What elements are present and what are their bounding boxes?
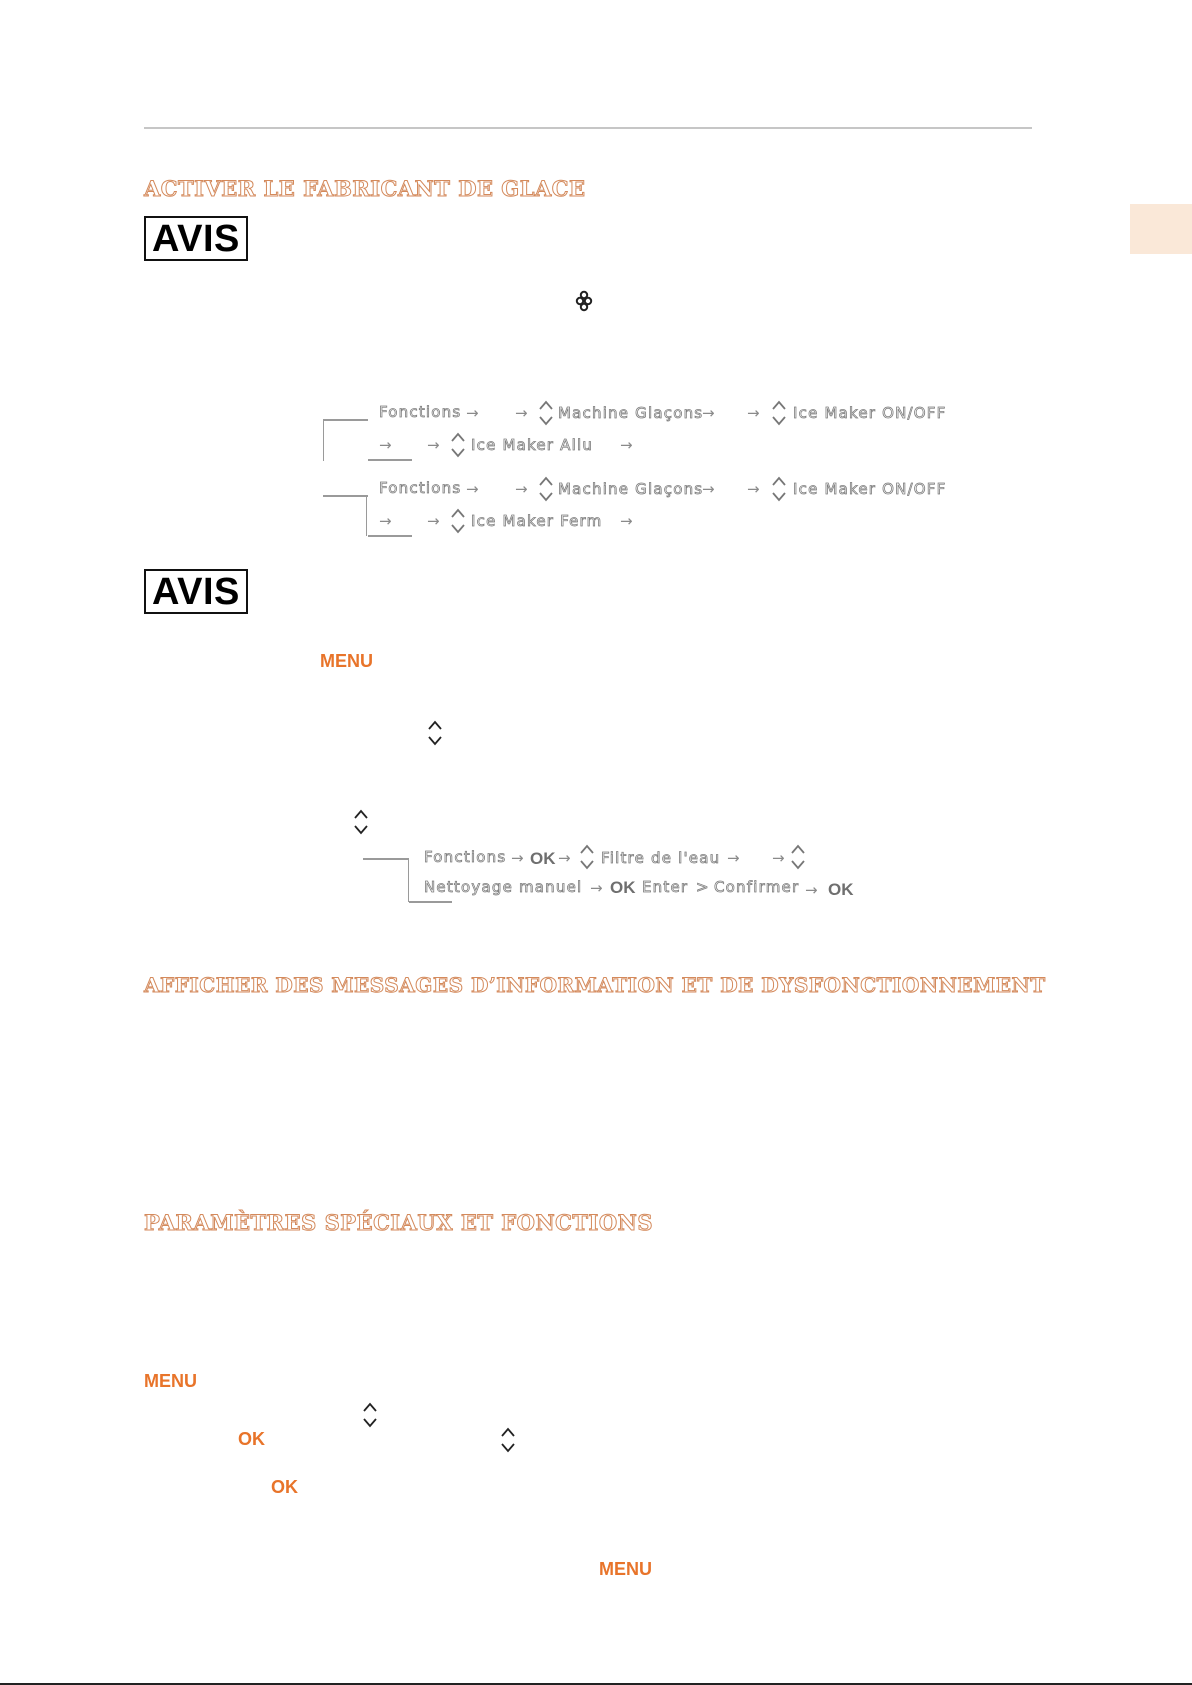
arrow-right-icon: → [427, 436, 440, 454]
lcd-greater-than: > [696, 878, 710, 896]
menu-button-label: MENU [599, 1559, 652, 1579]
up-down-arrows-icon [450, 507, 466, 535]
up-down-arrows-icon [579, 843, 595, 871]
menu-button-label: MENU [320, 651, 373, 671]
arrow-right-icon: → [702, 404, 715, 422]
up-down-arrows-icon [427, 719, 443, 747]
lcd-confirmer: Confirmer [714, 878, 800, 896]
up-down-arrows-icon [790, 843, 806, 871]
lcd-fonctions: Fonctions [379, 403, 462, 421]
arrow-right-icon: → [620, 512, 633, 530]
section-heading-ice-maker: ACTIVER LE FABRICANT DE GLACE [144, 176, 586, 201]
lcd-fonctions: Fonctions [379, 479, 462, 497]
arrow-right-icon: → [727, 849, 740, 867]
arrow-right-icon: → [466, 480, 479, 498]
arrow-right-icon: → [427, 512, 440, 530]
flow-bracket-bottom [368, 535, 412, 537]
up-down-arrows-icon [450, 431, 466, 459]
chapter-tab [1130, 204, 1192, 254]
section-heading-special: PARAMÈTRES SPÉCIAUX ET FONCTIONS [144, 1210, 653, 1235]
menu-button-label: MENU [144, 1371, 197, 1391]
arrow-right-icon: → [747, 480, 760, 498]
arrow-right-icon: → [379, 436, 392, 454]
arrow-right-icon: → [747, 404, 760, 422]
flow-bracket-bottom [409, 901, 452, 903]
arrow-right-icon: → [558, 849, 571, 867]
arrow-right-icon: → [620, 436, 633, 454]
notice-label: AVIS [144, 216, 248, 261]
ok-label: OK [828, 880, 854, 899]
arrow-right-icon: → [702, 480, 715, 498]
up-down-arrows-icon [538, 475, 554, 503]
ok-label: OK [530, 849, 556, 868]
lcd-fonctions: Fonctions [424, 848, 507, 866]
ice-cube-icon [575, 290, 593, 314]
notice-label: AVIS [144, 569, 248, 614]
ok-button-label: OK [271, 1477, 298, 1497]
lcd-enter: Enter [642, 878, 689, 896]
flow-bracket [408, 858, 409, 902]
lcd-ice-maker-off: Ice Maker Ferm [471, 512, 603, 530]
lcd-nettoyage-manuel: Nettoyage manuel [424, 878, 583, 896]
arrow-right-icon: → [511, 849, 524, 867]
up-down-arrows-icon [771, 475, 787, 503]
up-down-arrows-icon [500, 1426, 516, 1454]
lcd-ice-maker-onoff: Ice Maker ON/OFF [793, 480, 947, 498]
up-down-arrows-icon [771, 399, 787, 427]
ok-button-label: OK [238, 1429, 265, 1449]
arrow-right-icon: → [515, 480, 528, 498]
top-divider [144, 127, 1032, 129]
lcd-machine-glacons: Machine Glaçons [558, 404, 704, 422]
up-down-arrows-icon [362, 1401, 378, 1429]
section-heading-messages: AFFICHER DES MESSAGES D’INFORMATION ET DE DYSFONCTIONNEMENT [144, 973, 1046, 997]
flow-bracket-bottom [368, 459, 412, 461]
ok-label: OK [610, 878, 636, 897]
arrow-right-icon: → [772, 849, 785, 867]
flow-bracket-top [363, 858, 409, 860]
arrow-right-icon: → [466, 404, 479, 422]
flow-bracket-top [323, 495, 368, 497]
lcd-ice-maker-onoff: Ice Maker ON/OFF [793, 404, 947, 422]
lcd-ice-maker-on: Ice Maker Allu [471, 436, 594, 454]
up-down-arrows-icon [538, 399, 554, 427]
flow-bracket [366, 495, 367, 536]
lcd-machine-glacons: Machine Glaçons [558, 480, 704, 498]
up-down-arrows-icon [353, 808, 369, 836]
arrow-right-icon: → [805, 881, 818, 899]
arrow-right-icon: → [515, 404, 528, 422]
lcd-filtre-eau: Filtre de l'eau [601, 849, 721, 867]
arrow-right-icon: → [590, 879, 603, 897]
flow-bracket [323, 419, 324, 461]
flow-bracket-top [323, 419, 368, 421]
arrow-right-icon: → [379, 512, 392, 530]
